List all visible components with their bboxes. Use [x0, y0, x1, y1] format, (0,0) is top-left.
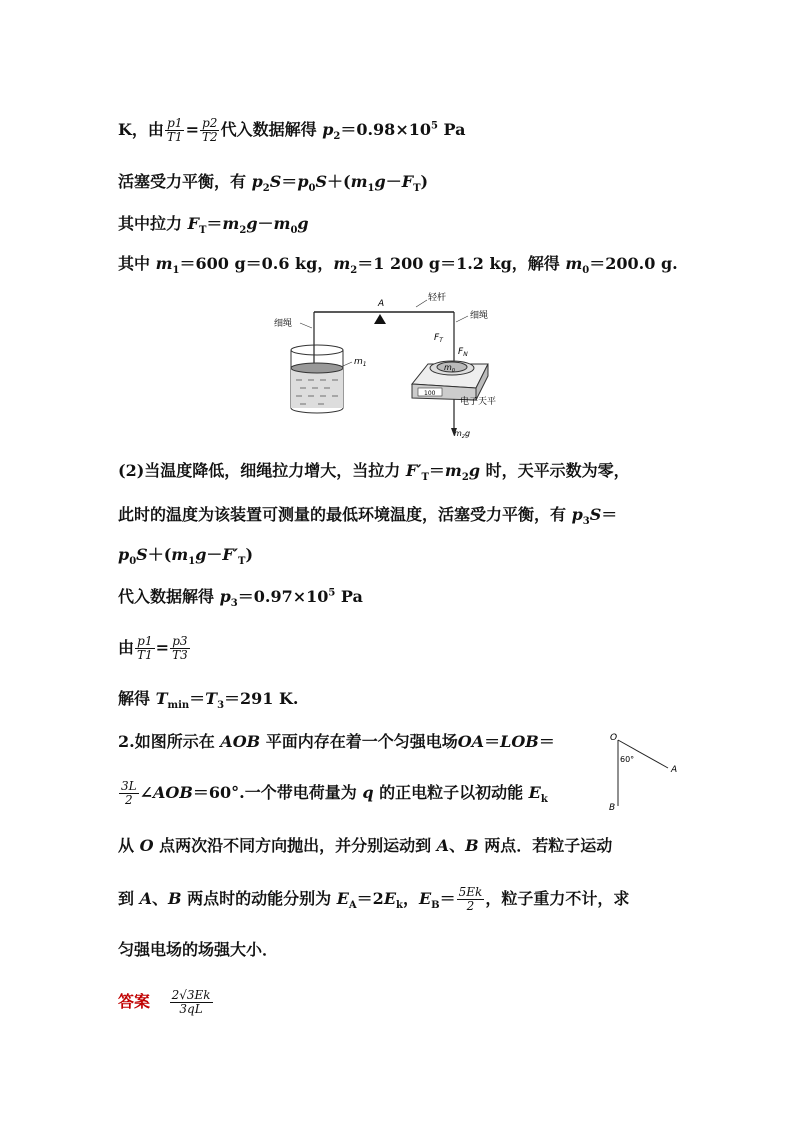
text: ): [245, 545, 254, 564]
text: 的正电粒子以初动能: [373, 783, 529, 802]
label-FT: $F_T$: [434, 333, 443, 344]
sub: 2: [461, 472, 469, 484]
var: q: [362, 783, 374, 802]
answer-fraction: [170, 989, 213, 1016]
sub: T: [237, 556, 246, 568]
sub: 3: [230, 598, 238, 610]
text: 代入数据解得: [118, 587, 220, 606]
label-rope-right: 细绳: [470, 311, 489, 321]
value: ＝0.97×10: [237, 587, 329, 606]
numerator: 3L: [121, 779, 137, 793]
var: p: [219, 587, 231, 606]
sub: 1: [188, 556, 196, 568]
sub: k: [540, 794, 548, 806]
var: A: [436, 836, 450, 855]
text: 代入数据解得: [220, 120, 323, 139]
sub: 1: [172, 265, 180, 277]
fraction-p1-t1: [135, 635, 155, 662]
text: 两点．若粒子运动: [478, 836, 613, 855]
text: 两点时的动能分别为: [181, 889, 337, 908]
numerator: 5Ek: [458, 885, 483, 899]
angle-icon: ∠: [139, 783, 154, 802]
var: A: [139, 889, 152, 908]
var: L: [500, 732, 512, 751]
text: －: [206, 545, 223, 564]
exponent: 5: [328, 587, 336, 599]
sub: 1: [367, 183, 375, 195]
denominator: T1: [137, 648, 153, 662]
cylinder: [291, 345, 343, 413]
var: F: [187, 214, 199, 233]
numerator: 2√3Ek: [171, 988, 211, 1002]
var: m: [155, 254, 173, 273]
label-A: A: [378, 299, 385, 309]
denominator: T2: [201, 130, 218, 144]
sub: T: [413, 183, 421, 195]
var: O: [139, 836, 154, 855]
text: 、: [449, 836, 466, 855]
para2-line3: [118, 545, 254, 568]
sub: k: [396, 900, 403, 912]
fraction-5Ek-2: [457, 886, 485, 913]
text: ＝1 200 g＝1.2 kg，解得: [357, 254, 566, 273]
var: AOB: [220, 732, 261, 751]
var: F: [401, 172, 414, 191]
figure-balance-apparatus: [262, 288, 522, 448]
sub: 2: [239, 225, 247, 237]
fraction-p2-t2: [200, 117, 220, 144]
line-piston-balance: [118, 172, 429, 195]
sub: T: [198, 225, 207, 237]
numerator: p2: [202, 116, 218, 130]
sub: 0: [129, 556, 137, 568]
var: E: [528, 783, 541, 802]
fraction-p3-t3: [170, 635, 190, 662]
text: 其中拉力: [118, 214, 188, 233]
text: ＝: [428, 461, 445, 480]
equals: =: [185, 120, 199, 139]
var: S: [315, 172, 328, 191]
text: ＝: [538, 732, 555, 751]
exponent: 5: [431, 120, 438, 132]
label-m0: $m_0$: [444, 363, 455, 374]
var: m: [273, 214, 291, 233]
var: B: [465, 836, 479, 855]
sub: 0: [308, 183, 316, 195]
q2-line2: [118, 780, 548, 807]
text: 解得: [118, 689, 156, 708]
text: ＝: [206, 214, 223, 233]
text: ＝60°.一个带电荷量为: [192, 783, 363, 802]
fraction-p1-t1: [165, 117, 185, 144]
var: S: [136, 545, 148, 564]
q2-line4: [118, 886, 629, 913]
sub: min: [167, 700, 190, 712]
text: ＝: [484, 732, 501, 751]
label-angle: 60°: [620, 755, 635, 764]
var: F′: [222, 545, 238, 564]
label-m1: $m_1$: [354, 357, 367, 368]
unit: Pa: [335, 587, 363, 606]
q2-line5: [118, 940, 278, 960]
text: ＝: [439, 889, 456, 908]
var: m: [171, 545, 189, 564]
var: p: [571, 505, 583, 524]
var: m: [350, 172, 368, 191]
para2-line2: [118, 505, 618, 528]
denominator: 2: [124, 793, 133, 807]
sub: 3: [582, 516, 590, 528]
text: ＝291 K.: [224, 689, 299, 708]
line-p3: [118, 587, 363, 610]
text: 由: [118, 638, 135, 657]
var: T: [155, 689, 168, 708]
equals: =: [155, 638, 170, 657]
var: E: [418, 889, 432, 908]
text: －: [257, 214, 274, 233]
label-rod: 轻杆: [428, 293, 447, 303]
text: 活塞受力平衡，有: [118, 172, 252, 191]
denominator: 2: [466, 899, 475, 913]
line-masses: [118, 254, 678, 277]
var: AOB: [153, 783, 193, 802]
answer: [118, 989, 214, 1016]
denominator: 3qL: [179, 1002, 203, 1016]
sub: 3: [217, 700, 225, 712]
var: p: [297, 172, 309, 191]
text: ＝: [189, 689, 206, 708]
var: F′: [405, 461, 422, 480]
var: m: [222, 214, 240, 233]
numerator: p1: [167, 116, 183, 130]
var: g: [468, 461, 480, 480]
label-scale: 电子天平: [460, 397, 497, 407]
label-A: A: [671, 765, 678, 775]
sub: 0: [582, 265, 590, 277]
text: 到: [118, 889, 140, 908]
var: g: [195, 545, 207, 564]
pivot-triangle-icon: [374, 314, 386, 324]
var: B: [168, 889, 182, 908]
q2-line1: [118, 732, 555, 752]
text: ): [420, 172, 429, 191]
denominator: T3: [172, 648, 188, 662]
var: m: [333, 254, 351, 273]
var: S: [589, 505, 602, 524]
var: m: [444, 461, 462, 480]
text: －: [385, 172, 402, 191]
var: OB: [511, 732, 539, 751]
unit: Pa: [437, 120, 466, 139]
text: 匀强电场的场强大小．: [118, 940, 279, 959]
var: g: [246, 214, 258, 233]
balance-display: 100: [424, 390, 436, 397]
text: 平面内存在着一个匀强电场: [260, 732, 458, 751]
text: 其中: [118, 254, 156, 273]
text: K，由: [118, 120, 164, 139]
line-tension: [118, 214, 309, 237]
text: ，: [402, 889, 419, 908]
text: ＝600 g＝0.6 kg，: [179, 254, 334, 273]
text: 点两次沿不同方向抛出，并分别运动到: [153, 836, 437, 855]
line-gay-lussac: [118, 117, 466, 144]
text: ＝200.0 g.: [589, 254, 678, 273]
figure-angle-AOB: [606, 728, 686, 814]
text: 时，天平示数为零，: [480, 461, 630, 480]
sub: 2: [350, 265, 358, 277]
var: p: [118, 545, 130, 564]
para2-line1: [118, 461, 630, 484]
text: ＝2: [356, 889, 384, 908]
text: ，粒子重力不计，求: [485, 889, 630, 908]
sub: T: [421, 472, 429, 484]
sub: 2: [333, 131, 341, 143]
text: (2)当温度降低，细绳拉力增大，当拉力: [118, 461, 406, 480]
var: p: [251, 172, 263, 191]
line-ratio: [118, 635, 191, 662]
var-p: p: [322, 120, 334, 139]
label-O: O: [610, 733, 618, 743]
sub: A: [348, 900, 357, 912]
numerator: p3: [172, 634, 188, 648]
text: 此时的温度为该装置可测量的最低环境温度，活塞受力平衡，有: [118, 505, 572, 524]
fraction-3L-2: [119, 780, 139, 807]
text: ＝: [281, 172, 298, 191]
sub: 0: [290, 225, 298, 237]
var: S: [269, 172, 282, 191]
answer-label: 答案: [118, 992, 151, 1011]
value: ＝0.98×10: [340, 120, 431, 139]
var: OA: [457, 732, 485, 751]
label-m2g: $m_2g$: [454, 429, 471, 440]
sub: 2: [262, 183, 270, 195]
var: T: [205, 689, 218, 708]
label-B: B: [609, 803, 616, 813]
sub: B: [431, 900, 440, 912]
text: ＋(: [147, 545, 172, 564]
var: m: [565, 254, 583, 273]
label-rope-left: 细绳: [274, 319, 293, 329]
text: 、: [152, 889, 169, 908]
var: g: [374, 172, 386, 191]
denominator: T1: [166, 130, 183, 144]
var: E: [336, 889, 349, 908]
var: E: [383, 889, 397, 908]
text: 2.如图所示在: [118, 732, 221, 751]
numerator: p1: [137, 634, 153, 648]
line-tmin: [118, 689, 299, 712]
label-FN: $F_N$: [458, 347, 468, 358]
text: 从: [118, 836, 140, 855]
var: g: [297, 214, 309, 233]
text: ＋(: [327, 172, 351, 191]
text: ＝: [601, 505, 618, 524]
q2-line3: [118, 836, 612, 856]
